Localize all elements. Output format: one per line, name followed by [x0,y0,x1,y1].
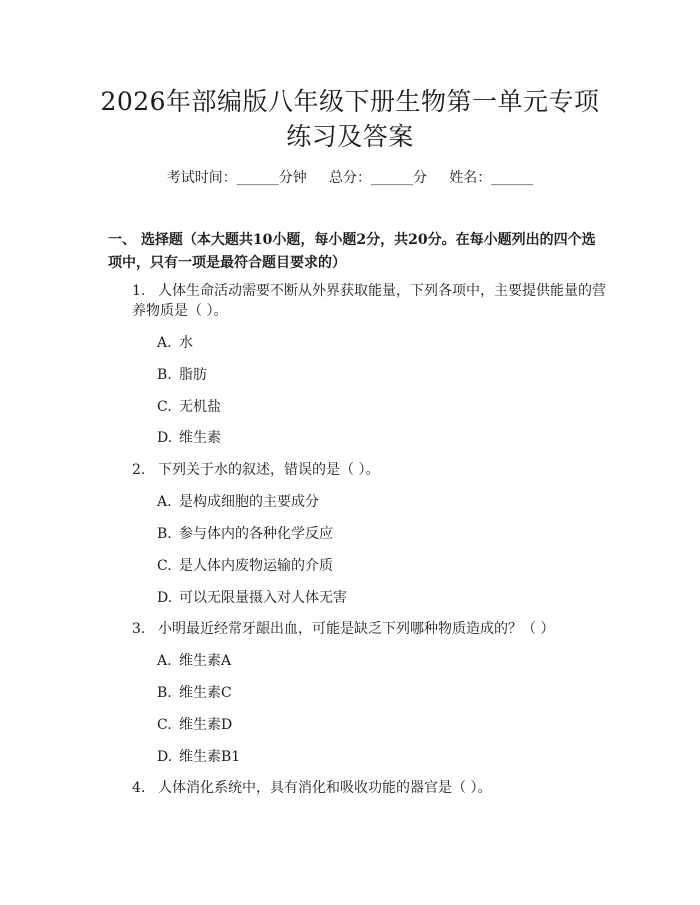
exam-meta-info: 考试时间：______分钟 总分：______分 姓名：______ [166,170,534,186]
option-text: 维生素 [179,430,221,446]
question-text-line-1: 小明最近经常牙龈出血，可能是缺乏下列哪种物质造成的？（ ） [158,621,555,637]
option-text: 是人体内废物运输的介质 [179,558,333,574]
option-text: 维生素B1 [179,749,241,765]
option-c[interactable] [157,713,232,737]
option-b[interactable] [157,363,207,387]
option-letter: D. [157,749,173,765]
page-title-line-1: 2026年部编版八年级下册生物第一单元专项 [100,87,600,116]
section-heading-line-2: 项中，只有一项是最符合题目要求的） [108,255,346,271]
option-letter: D. [157,590,173,606]
question-text-line-1: 人体生命活动需要不断从外界获取能量，下列各项中，主要提供能量的营 [158,283,606,299]
option-b[interactable] [157,681,232,705]
option-letter: B. [157,526,172,542]
option-a[interactable] [157,331,193,355]
option-text: 是构成细胞的主要成分 [179,494,319,510]
option-letter: B. [157,685,172,701]
option-text: 可以无限量摄入对人体无害 [179,590,347,606]
option-text: 脂肪 [179,367,207,383]
option-letter: A. [157,653,172,669]
option-letter: C. [157,399,172,415]
option-text: 无机盐 [179,399,221,415]
page-title-line-2: 练习及答案 [286,122,414,151]
option-text: 参与体内的各种化学反应 [179,526,333,542]
section-heading-line-1: 一、 选择题（本大题共10小题，每小题2分，共20分。在每小题列出的四个选 [108,232,596,248]
option-letter: C. [157,717,172,733]
question-number: 4. [132,780,146,796]
option-d[interactable] [157,426,221,450]
question-number: 1. [132,283,146,299]
question-text-line-1: 下列关于水的叙述，错误的是（ ）。 [158,462,380,478]
option-a[interactable] [157,649,231,673]
option-text: 维生素A [179,653,232,669]
option-text: 维生素C [179,685,232,701]
option-a[interactable] [157,490,319,514]
question-text-line-2: 养物质是（ ）。 [132,303,228,319]
option-letter: A. [157,494,172,510]
option-letter: B. [157,367,172,383]
option-letter: D. [157,430,173,446]
option-c[interactable] [157,554,333,578]
question-number: 2. [132,462,146,478]
question-number: 3. [132,621,146,637]
option-d[interactable] [157,586,347,610]
option-c[interactable] [157,395,221,419]
option-text: 维生素D [179,717,233,733]
option-b[interactable] [157,522,333,546]
question-text-line-1: 人体消化系统中，具有消化和吸收功能的器官是（ ）。 [158,780,492,796]
option-letter: A. [157,335,172,351]
option-d[interactable] [157,745,240,769]
option-letter: C. [157,558,172,574]
option-text: 水 [179,335,193,351]
